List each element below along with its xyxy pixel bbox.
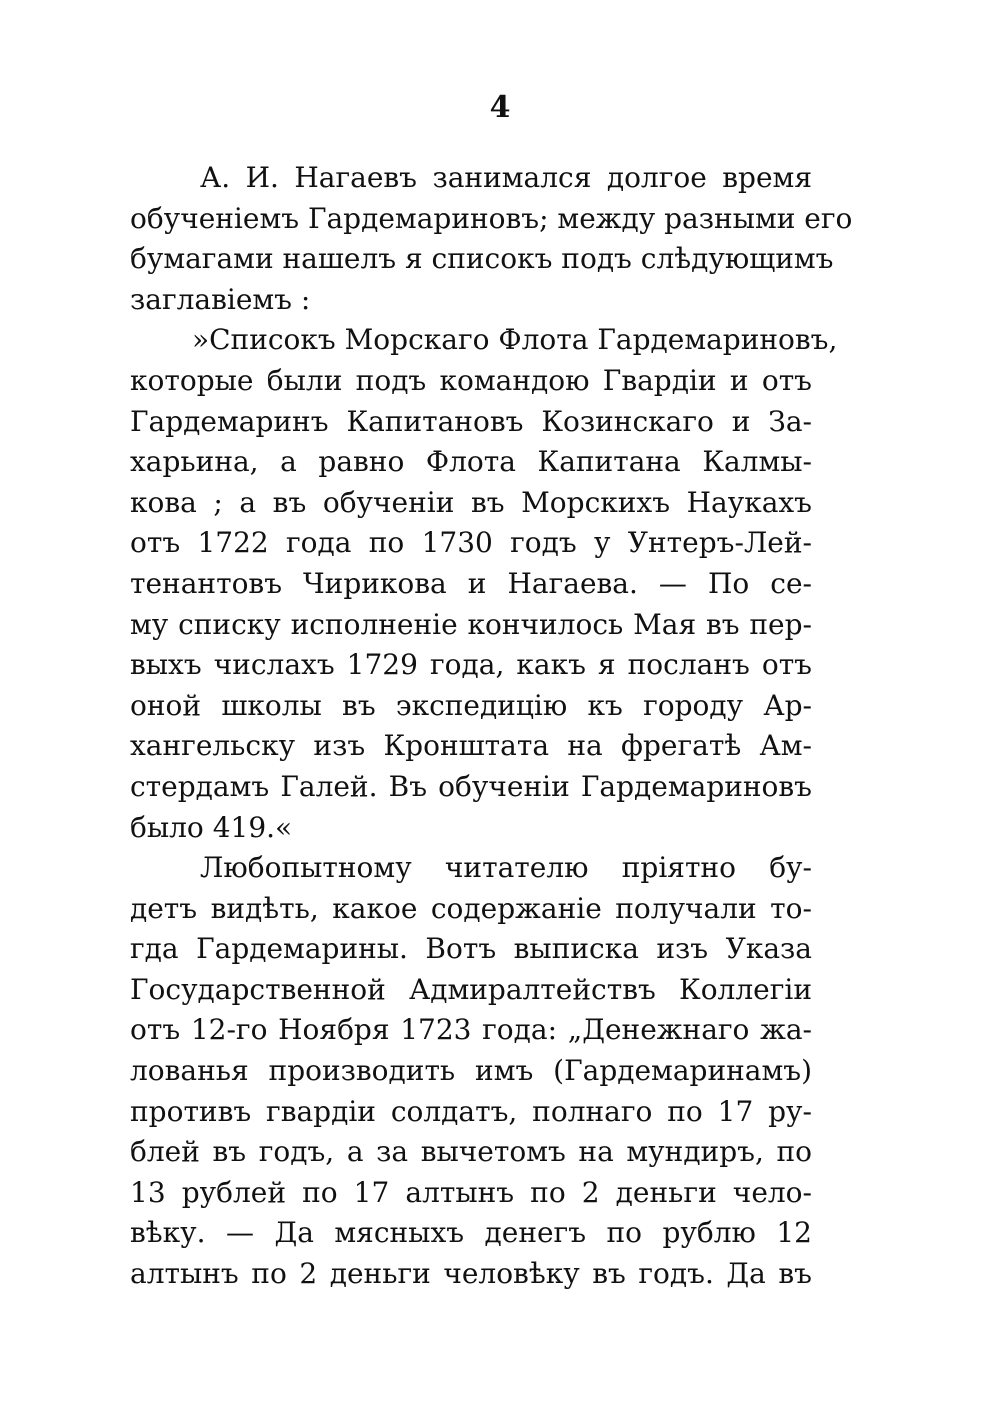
page-number: 4 bbox=[489, 90, 511, 125]
text-line: Гардемаринъ Капитановъ Козинскаго и За- bbox=[130, 404, 812, 438]
text-line: было 419.« bbox=[130, 810, 293, 844]
text-line: тенантовъ Чирикова и Нагаева. — По се- bbox=[130, 566, 812, 600]
text-line: Любопытному читателю пріятно бу- bbox=[200, 851, 812, 885]
text-line: отъ 1722 года по 1730 годъ у Унтеръ-Лей- bbox=[130, 526, 812, 560]
paragraph-1 bbox=[130, 158, 853, 320]
text-line: заглавіемъ : bbox=[130, 282, 311, 316]
text-line: противъ гвардіи солдатъ, полнаго по 17 ру- bbox=[130, 1094, 812, 1128]
text-line: вѣку. — Да мясныхъ денегъ по рублю 12 bbox=[130, 1216, 812, 1250]
text-line: 13 рублей по 17 алтынъ по 2 деньги чело- bbox=[130, 1175, 812, 1209]
text-line: отъ 12-го Ноября 1723 года: „Денежнаго жа- bbox=[130, 1013, 812, 1047]
text-line: бумагами нашелъ я списокъ подъ слѣдующимъ bbox=[130, 242, 834, 276]
text-line: блей въ годъ, а за вычетомъ на мундиръ, по bbox=[130, 1135, 812, 1169]
text-line: гда Гардемарины. Вотъ выписка изъ Указа bbox=[130, 932, 812, 966]
paragraph-3 bbox=[130, 848, 812, 1295]
text-line: му списку исполненіе кончилось Мая въ пер- bbox=[130, 607, 812, 641]
text-line: стердамъ Галей. Въ обученіи Гардемариновъ bbox=[130, 769, 812, 803]
text-line: Государственной Адмиралтействъ Коллегіи bbox=[130, 972, 812, 1006]
text-line: которые были подъ командою Гвардіи и отъ bbox=[130, 363, 812, 397]
text-line: А. И. Нагаевъ занимался долгое время bbox=[200, 161, 812, 194]
text-line: выхъ числахъ 1729 года, какъ я посланъ отъ bbox=[130, 648, 812, 682]
text-line: »Списокъ Морскаго Флота Гардемариновъ, bbox=[192, 323, 838, 357]
text-line: лованья производить имъ (Гардемаринамъ) bbox=[130, 1054, 812, 1088]
body-text bbox=[130, 158, 853, 1295]
text-line: харьина, а равно Флота Капитана Калмы- bbox=[130, 445, 812, 479]
text-line: оной школы въ экспедицію къ городу Ар- bbox=[130, 688, 812, 722]
text-line: кова ; а въ обученіи въ Морскихъ Наукахъ bbox=[130, 485, 812, 519]
text-line: хангельску изъ Кронштата на фрегатѣ Ам- bbox=[130, 729, 812, 763]
text-line: алтынъ по 2 деньги человѣку въ годъ. Да въ bbox=[130, 1257, 812, 1291]
text-line: детъ видѣть, какое содержаніе получали то- bbox=[130, 891, 812, 925]
paragraph-2-quote bbox=[130, 320, 838, 848]
text-line: обученіемъ Гардемариновъ; между разными его bbox=[130, 201, 853, 235]
